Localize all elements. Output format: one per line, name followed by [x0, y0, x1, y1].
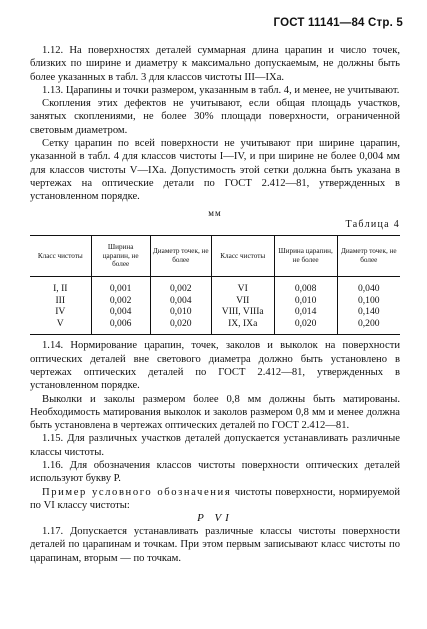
paragraph-1-17: 1.17. Допускается устанавливать различные классы чистоты поверхности деталей по царапинам и точкам. При этом первым записывают класс чистоты по царапинам, вторым — по точкам. [30, 526, 400, 564]
table-title: Таблица 4 [345, 218, 400, 230]
page-header: ГОСТ 11141—84 Стр. 5 [273, 17, 403, 29]
column-diameter-2 [337, 276, 400, 334]
header-class-1: Класс чистоты [30, 236, 91, 277]
document-body [30, 44, 400, 565]
table-cell: 0,010 [169, 306, 192, 318]
table-cell: III [55, 294, 66, 306]
table-4 [30, 235, 400, 335]
table-row [30, 276, 400, 334]
table-cell: 0,006 [109, 317, 132, 329]
paragraph-1-16: 1.16. Для обозначения классов чистоты поверхности оптических деталей используют букву Р. [30, 459, 400, 485]
table-cell: V [56, 317, 64, 329]
paragraph-1-14: 1.14. Нормирование царапин, точек, заколов и выколок на поверхности оптических деталей вне светового диаметра должно быть установлено в чертежах оптических деталей по ГОСТ 2.412—81, утвержденных в установленном порядке. [30, 340, 400, 392]
table-units: мм [208, 207, 222, 218]
example-heading-spaced: Пример условного обозначения [42, 486, 232, 498]
header-class-2: Класс чистоты [211, 236, 274, 277]
paragraph-clusters: Скопления этих дефектов не учитывают, если общая площадь участков, занятых скоплениями, не более 30% площади поверхности, ограниченной световым диаметром. [30, 98, 400, 136]
table-cell: VII [236, 294, 250, 306]
header-width-2: Ширина царапин, не более [274, 236, 337, 277]
table-cell: I, II [53, 282, 68, 294]
table-cell: 0,002 [169, 282, 192, 294]
table-cell: IX, IXа [228, 317, 258, 329]
header-diameter-2: Диаметр точек, не более [337, 236, 400, 277]
paragraph-scratch-grid: Сетку царапин по всей поверхности не учитывают при ширине царапин, указанной в табл. 4 для классов чистоты I—IV, и при ширине не более 0,004 мм для классов чистоты V—IXа. Допустимость этой сетки должна быть указана в чертежах на оптические детали по ГОСТ 2.412—81, утвержденных в установленном порядке. [30, 138, 400, 203]
column-class-1 [30, 276, 91, 334]
paragraph-1-15: 1.15. Для различных участков деталей допускается устанавливать различные классы чистоты. [30, 433, 400, 458]
example-heading-rest: чистоты поверхности, нормируемой по VI классу чистоты: [30, 486, 400, 511]
column-width-2 [274, 276, 337, 334]
table-cell: 0,040 [357, 282, 380, 294]
table-cell: 0,020 [294, 317, 317, 329]
paragraph-1-12: 1.12. На поверхностях деталей суммарная длина царапин и число точек, близких по ширине и диаметру к максимально допускаемым, не должны быть более указанных в табл. 3 для классов чистоты III—IXа. [30, 45, 400, 83]
table-cell: 0,008 [294, 282, 317, 294]
table-cell: 0,010 [294, 294, 317, 306]
table-cell: 0,100 [357, 294, 380, 306]
table-cell: VIII, VIIIа [221, 306, 264, 318]
table-cell: 0,020 [169, 317, 192, 329]
column-width-1 [91, 276, 150, 334]
example-heading [30, 486, 400, 513]
column-diameter-1 [150, 276, 211, 334]
paragraph-chips: Выколки и заколы размером более 0,8 мм должны быть матированы. Необходимость матирования выколок и заколов размером 0,8 мм и менее должна быть установлена в чертежах оптических деталей по ГОСТ 2.412—81. [30, 393, 400, 432]
table-cell: VI [237, 282, 248, 294]
header-width-1: Ширина царапин, не более [91, 236, 150, 277]
paragraph-1-13: 1.13. Царапины и точки размером, указанным в табл. 4, и менее, не учитывают. [42, 84, 400, 96]
table-cell: 0,140 [357, 306, 380, 318]
table-cell: 0,002 [109, 294, 132, 306]
table-cell: 0,004 [109, 306, 132, 318]
table-cell: 0,200 [357, 317, 380, 329]
column-class-2 [211, 276, 274, 334]
example-formula: P VI [197, 512, 233, 525]
table-cell: IV [55, 306, 66, 318]
table-cell: 0,014 [294, 306, 317, 318]
table-cell: 0,001 [109, 282, 132, 294]
header-diameter-1: Диаметр точек, не более [150, 236, 211, 277]
table-header-row [30, 236, 400, 277]
table-cell: 0,004 [169, 294, 192, 306]
